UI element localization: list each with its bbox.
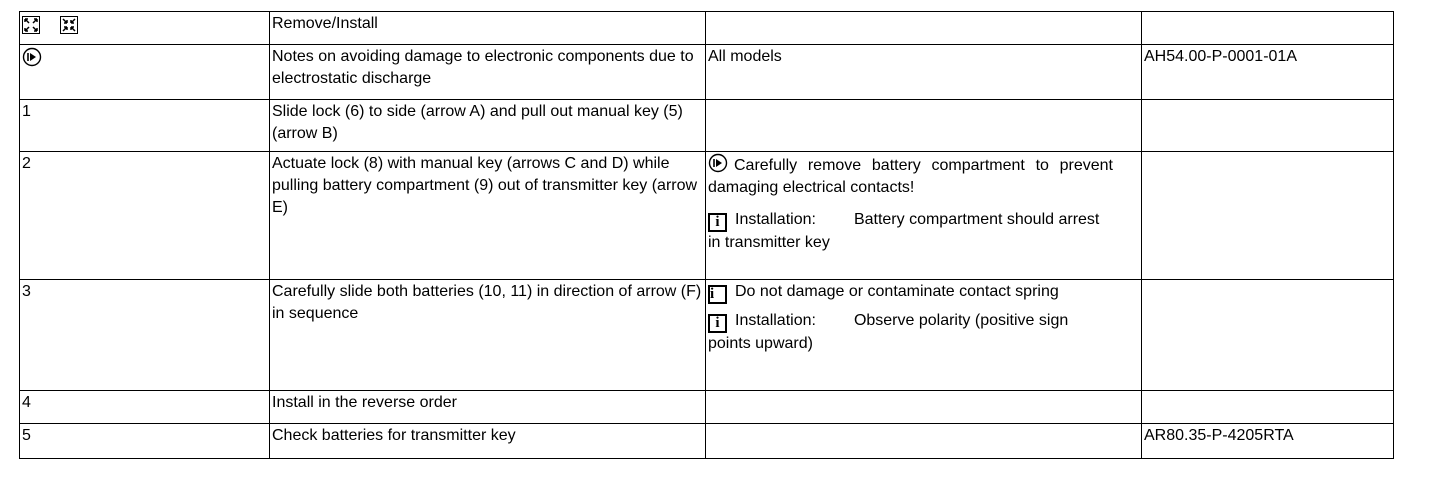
step-number: 2	[20, 152, 270, 280]
info-icon: i	[708, 285, 727, 304]
caution-text: Carefully remove battery compartment to prevent damaging electrical contacts!	[708, 157, 1113, 196]
info-note	[708, 209, 1113, 254]
expand-icon[interactable]	[22, 16, 40, 34]
info-icon: i	[708, 314, 727, 333]
reference-cell	[1142, 391, 1394, 424]
info-note	[708, 310, 1113, 355]
step-text: Check batteries for transmitter key	[270, 424, 706, 459]
step-number: 1	[20, 100, 270, 152]
reference-cell	[1142, 100, 1394, 152]
info-label: Installation:	[735, 312, 816, 329]
step-cell	[20, 45, 270, 100]
procedure-table	[19, 11, 1394, 459]
info-text: Battery compartment should arrest in transmitter key	[708, 211, 1100, 251]
info-icon: i	[708, 213, 727, 232]
scope-text: All models	[706, 45, 1142, 100]
notes-cell	[706, 391, 1142, 424]
reference-link[interactable]: AR80.35-P-4205RTA	[1142, 424, 1394, 459]
step-text: Slide lock (6) to side (arrow A) and pull out manual key (5) (arrow B)	[270, 100, 706, 152]
info-note	[708, 281, 1113, 304]
info-text: Observe polarity (positive sign points upward)	[708, 312, 1069, 352]
header-row	[20, 12, 1394, 45]
step-number: 5	[20, 424, 270, 459]
header-title: Remove/Install	[270, 12, 706, 45]
reference-link[interactable]: AH54.00-P-0001-01A	[1142, 45, 1394, 100]
step-text: Install in the reverse order	[270, 391, 706, 424]
step-text: Notes on avoiding damage to electronic components due to electrostatic discharge	[270, 45, 706, 100]
note-arrow-icon	[708, 153, 728, 173]
notes-cell	[706, 100, 1142, 152]
info-label: Installation:	[735, 211, 816, 228]
table-row	[20, 280, 1394, 391]
table-row	[20, 45, 1394, 100]
step-number: 3	[20, 280, 270, 391]
table-row	[20, 100, 1394, 152]
reference-cell	[1142, 152, 1394, 280]
notes-cell	[706, 424, 1142, 459]
header-empty-cell	[1142, 12, 1394, 45]
table-row	[20, 391, 1394, 424]
caution-note	[708, 153, 1113, 199]
header-icons-cell	[20, 12, 270, 45]
step-text: Carefully slide both batteries (10, 11) in direction of arrow (F) in sequence	[270, 280, 706, 391]
notes-cell	[706, 280, 1142, 391]
table-row	[20, 424, 1394, 459]
reference-cell	[1142, 280, 1394, 391]
header-empty-cell	[706, 12, 1142, 45]
info-text: Do not damage or contaminate contact spring	[735, 283, 1059, 300]
step-text: Actuate lock (8) with manual key (arrows C and D) while pulling battery compartment (9) out of transmitter key (arrow E)	[270, 152, 706, 280]
table-row	[20, 152, 1394, 280]
step-number: 4	[20, 391, 270, 424]
note-arrow-icon[interactable]	[22, 47, 42, 67]
collapse-icon[interactable]	[60, 16, 78, 34]
notes-cell	[706, 152, 1142, 280]
